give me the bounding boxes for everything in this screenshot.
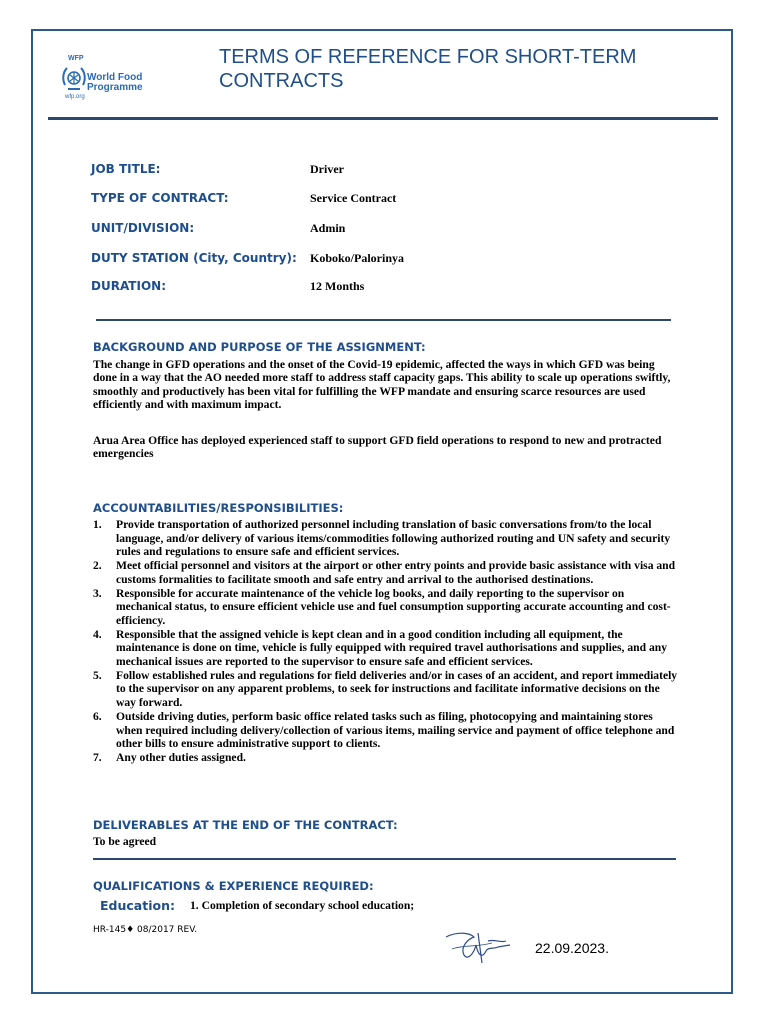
- list-item-number: 6.: [93, 709, 102, 723]
- form-code: HR-145♦ 08/2017 REV.: [93, 925, 198, 935]
- list-item-number: 1.: [93, 518, 102, 531]
- job-title-value: Driver: [310, 162, 344, 176]
- list-item-text: Follow established rules and regulations for field deliveries and/or in cases of an accident, and report immediately to the supervisor on any apparent problems, to seek for instructions and facilitate informative decisions on the way forward.: [116, 668, 678, 710]
- list-item: [93, 559, 678, 586]
- responsibilities-list: [93, 518, 678, 765]
- list-item-number: 3.: [93, 586, 102, 600]
- signature: [438, 925, 523, 970]
- list-item-number: 4.: [93, 627, 102, 641]
- logo-name: [87, 73, 143, 93]
- signature-date: 22.09.2023.: [535, 940, 609, 956]
- duty-station-value: Koboko/Palorinya: [310, 251, 405, 265]
- unit-division-label: UNIT/DIVISION:: [91, 221, 195, 235]
- background-paragraph-1: The change in GFD operations and the onset of the Covid-19 epidemic, affected the ways in which GFD was being done in a way that the AO needed more staff to address staff capacity gaps. This ability to scale up operations swiftly, smoothly and productively has been vital for fulfilling the WFP mandate and ensuring scarce resources are used efficiently and with maximum impact.: [93, 358, 671, 411]
- qualifications-heading: QUALIFICATIONS & EXPERIENCE REQUIRED:: [93, 879, 374, 893]
- list-item-text: Responsible for accurate maintenance of the vehicle log books, and daily reporting to the supervisor on mechanical status, to ensure efficient vehicle use and fuel consumption supporting accurate accounting and cost-efficiency.: [116, 586, 671, 627]
- deliverables-text: To be agreed: [93, 835, 157, 848]
- list-item: [93, 710, 678, 751]
- duty-station-label: DUTY STATION (City, Country):: [91, 251, 297, 265]
- unit-division-value: Admin: [310, 221, 346, 235]
- background-heading: BACKGROUND AND PURPOSE OF THE ASSIGNMENT:: [93, 340, 426, 354]
- section-divider: [96, 319, 671, 321]
- list-item: [93, 669, 678, 710]
- list-item-number: 2.: [93, 559, 102, 573]
- list-item-text: Any other duties assigned.: [116, 750, 246, 764]
- duration-label: DURATION:: [91, 279, 166, 293]
- list-item-text: Provide transportation of authorized personnel including translation of basic conversations from/to the local language, and/or delivery of various items/commodities following authorized routing and UN safety and security rules and regulations to ensure safe and efficient services.: [116, 518, 671, 559]
- deliverables-heading: DELIVERABLES AT THE END OF THE CONTRACT:: [93, 818, 398, 832]
- list-item-number: 5.: [93, 668, 102, 682]
- logo-wfp-text: WFP: [68, 55, 84, 62]
- list-item: [93, 751, 678, 765]
- logo-url: wfp.org: [65, 94, 85, 100]
- section-divider: [93, 858, 676, 860]
- contract-type-value: Service Contract: [310, 191, 397, 205]
- education-item: 1. Completion of secondary school education;: [190, 899, 415, 912]
- list-item: [93, 587, 678, 628]
- wheat-wreath-icon: [60, 63, 88, 93]
- document-title: TERMS OF REFERENCE FOR SHORT-TERM CONTRACTS: [219, 46, 637, 92]
- list-item-number: 7.: [93, 750, 102, 764]
- list-item: [93, 518, 678, 559]
- list-item-text: Outside driving duties, perform basic office related tasks such as filing, photocopying and maintaining stores when required including delivery/collection of various items, mailing service and payment of office telephone and other bills to ensure administrative support to clients.: [116, 709, 675, 751]
- list-item-text: Responsible that the assigned vehicle is kept clean and in a good condition including all equipment, the maintenance is done on time, vehicle is fully equipped with required travel authorisations and supplies, and any mechanical issues are reported to the supervisor to ensure safe and efficient services.: [116, 627, 667, 669]
- education-label: Education:: [100, 898, 175, 913]
- wfp-logo: [60, 55, 170, 105]
- background-paragraph-2: Arua Area Office has deployed experienced staff to support GFD field operations to respond to new and protracted emergencies: [93, 434, 662, 461]
- duration-value: 12 Months: [310, 279, 365, 293]
- list-item: [93, 628, 678, 669]
- logo-name-line1: World Food: [87, 72, 143, 83]
- job-title-label: JOB TITLE:: [91, 162, 161, 176]
- header-divider: [48, 117, 718, 120]
- logo-name-line2: Programme: [87, 82, 143, 93]
- list-item-text: Meet official personnel and visitors at the airport or other entry points and provide basic assistance with visa and customs formalities to facilitate smooth and safe entry and arrival to the authorised destinations.: [116, 559, 676, 586]
- contract-type-label: TYPE OF CONTRACT:: [91, 191, 229, 205]
- accountabilities-heading: ACCOUNTABILITIES/RESPONSIBILITIES:: [93, 501, 344, 515]
